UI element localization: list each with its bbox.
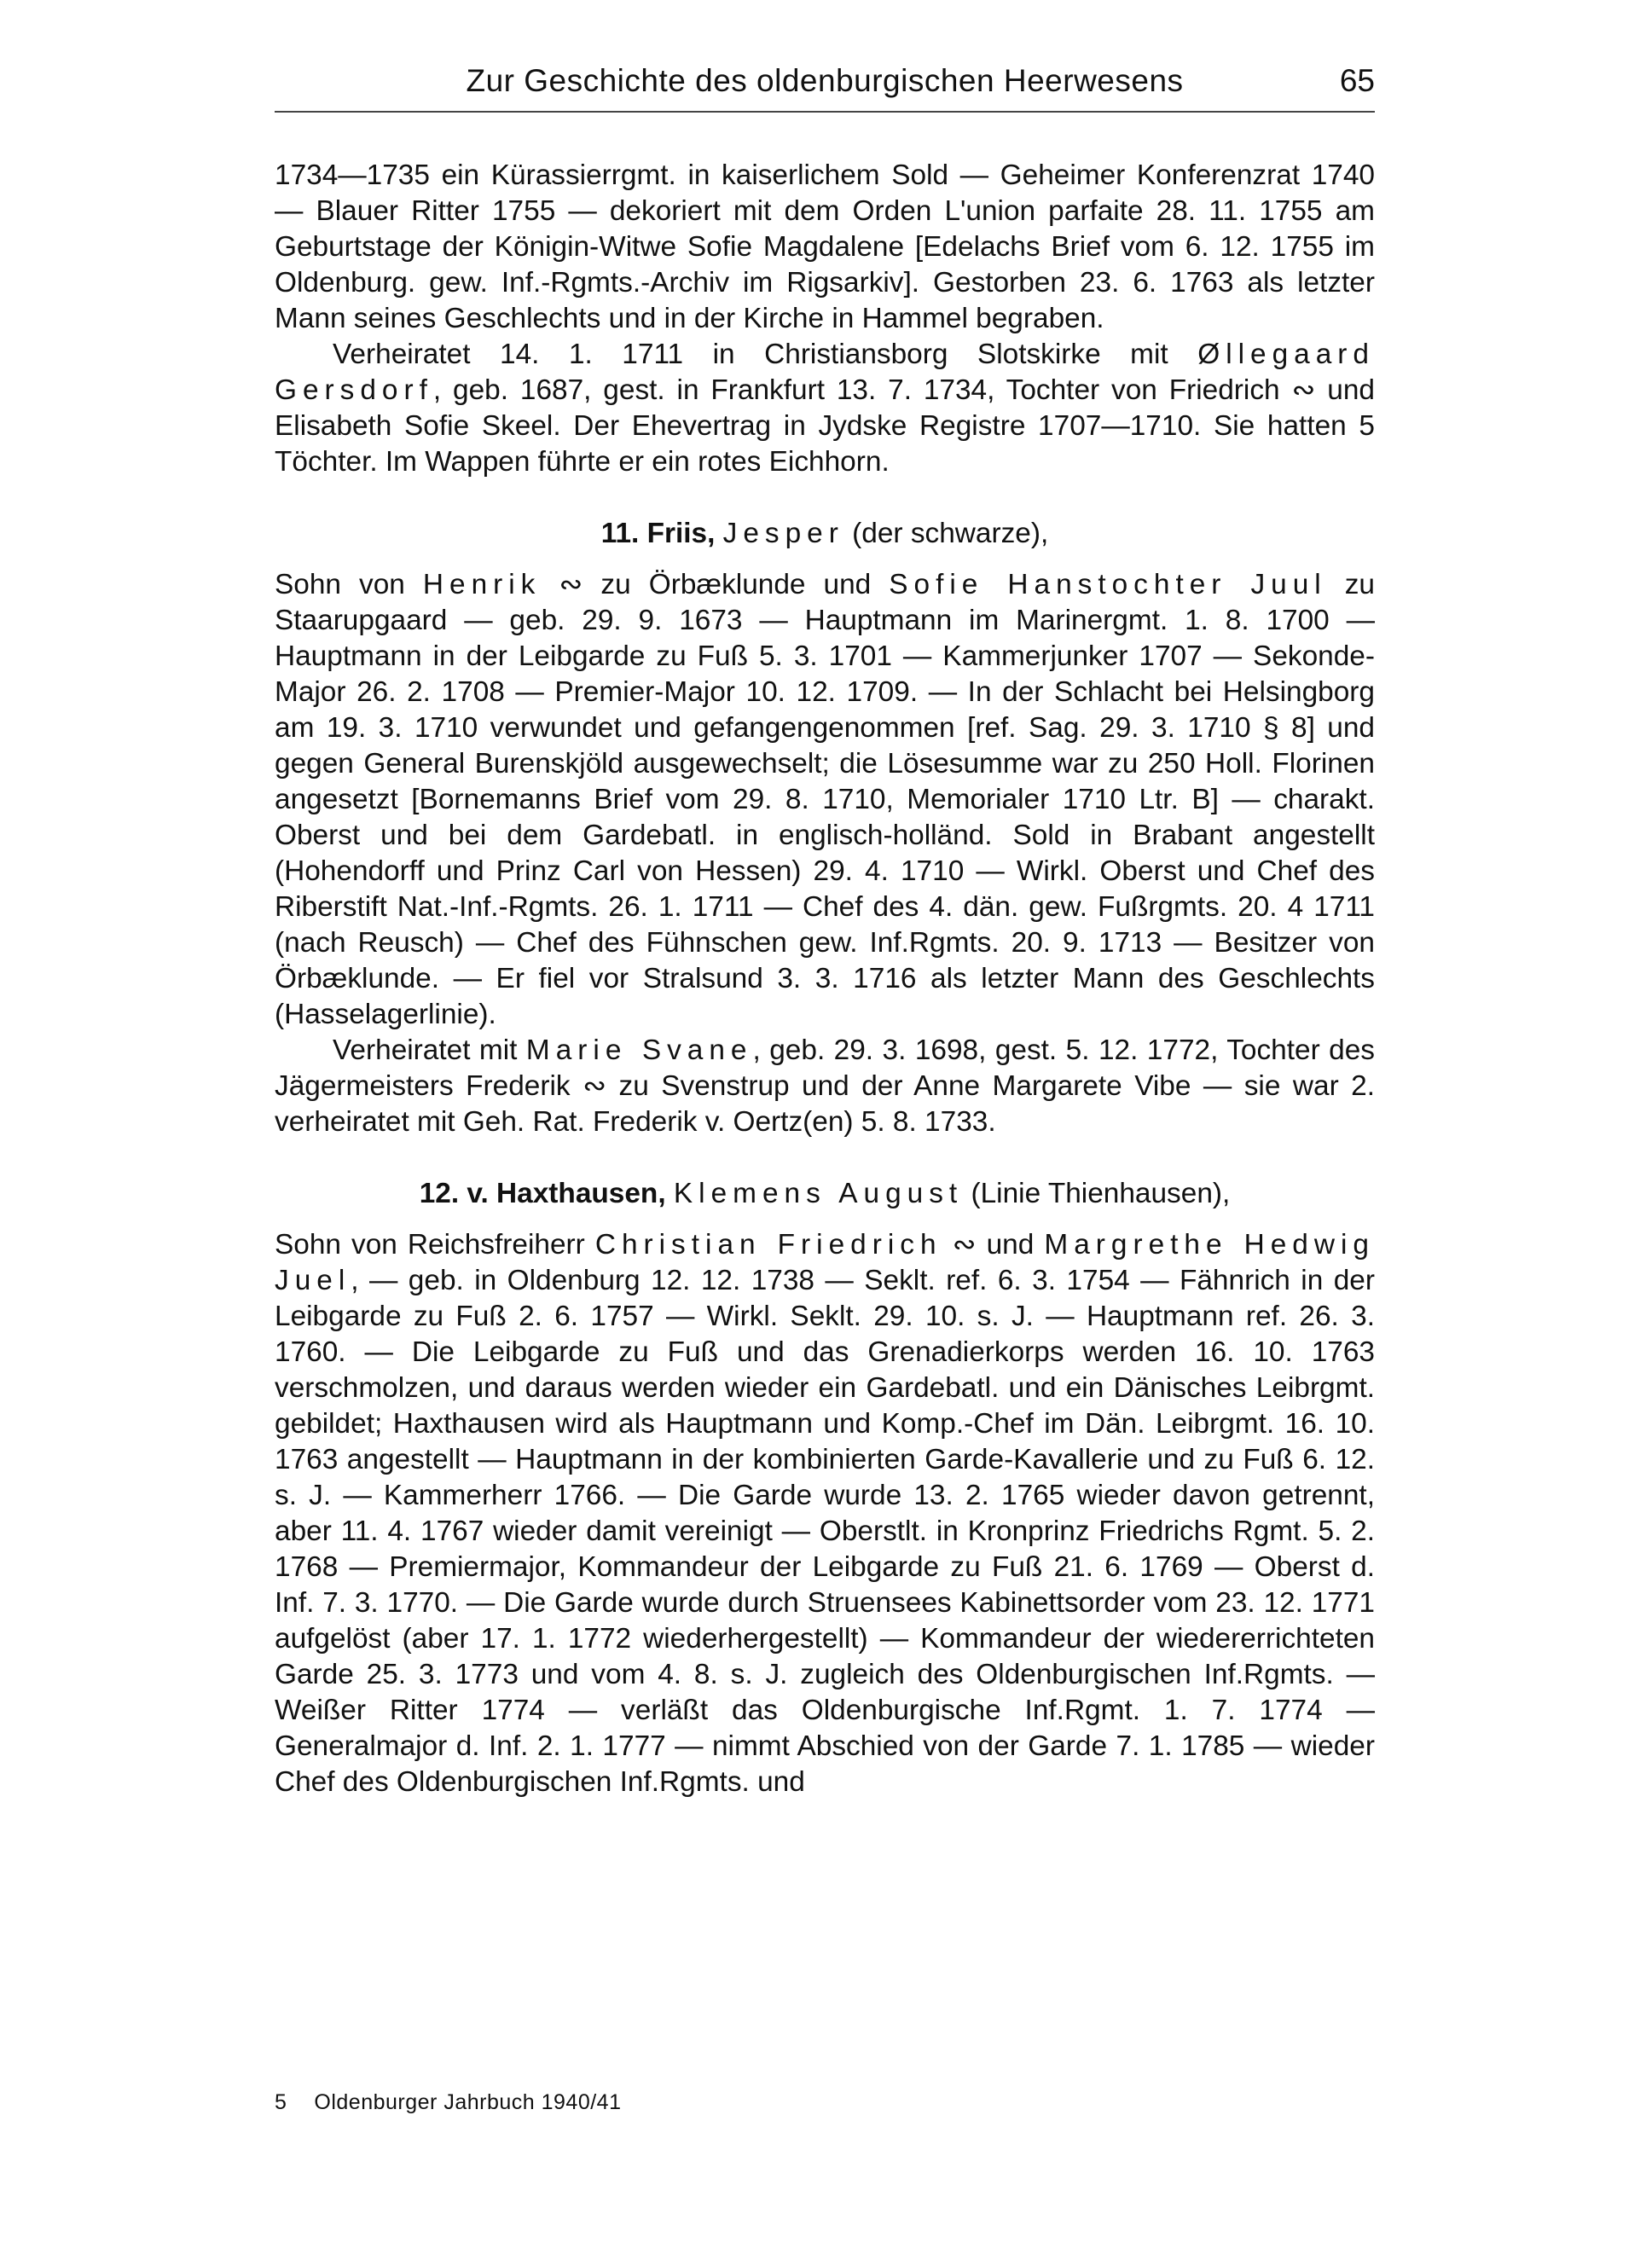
paragraph-entry11-bio (275, 567, 1375, 1033)
entry-given-name: Klemens August (673, 1178, 964, 1209)
entry-note: (der schwarze), (852, 518, 1049, 549)
paragraph-entry10-continued: 1734—1735 ein Kürassierrgmt. in kaiserlichem Sold — Geheimer Konferenzrat 1740 — Blauer Ritter 1755 — dekoriert mit dem Orden L'union parfaite 28. 11. 1755 am Geburtstage der Königin-Witwe Sofie Magdalene [Edelachs Brief vom 6. 12. 1755 im Oldenburg. gew. Inf.-Rgmts.-Archiv im Rigsarkiv]. Gestorben 23. 6. 1763 als letzter Mann seines Geschlechts und in der Kirche in Hammel begraben. (275, 159, 1375, 334)
father-name: Henrik (422, 569, 542, 600)
paragraph-entry10-marriage (275, 337, 1375, 480)
paragraph-entry11-marriage (275, 1033, 1375, 1140)
page-footer (275, 2090, 622, 2115)
page-number: 65 (1339, 63, 1375, 98)
father-name: Christian Friedrich (594, 1229, 942, 1260)
page-header (275, 63, 1375, 113)
text-segment: zu Staarupgaard — geb. 29. 9. 1673 — Hauptmann im Marinergmt. 1. 8. 1700 — Hauptmann in der Leibgarde zu Fuß 5. 3. 1701 — Kammerjunker 1707 — Sekonde-Major 26. 2. 1708 — Premier-Major 10. 12. 1709. — In der Schlacht bei Helsingborg am 19. 3. 1710 verwundet und gefangengenommen [ref. Sag. 29. 3. 1710 § 8] und gegen General Burenskjöld ausgewechselt; die Lösesumme war zu 250 Holl. Florinen angesetzt [Bornemanns Brief vom 29. 8. 1710, Memorialer 1710 Ltr. B] — charakt. Oberst und bei dem Gardebatl. in englisch-holländ. Sold in Brabant angestellt (Hohendorff und Prinz Carl von Hessen) 29. 4. 1710 — Wirkl. Oberst und Chef des Riberstift Nat.-Inf.-Rgmts. 26. 1. 1711 — Chef des 4. dän. gew. Fußrgmts. 20. 4 1711 (nach Reusch) — Chef des Fühnschen gew. Inf.Rgmts. 20. 9. 1713 — Besitzer von Örbæklunde. — Er fiel vor Stralsund 3. 3. 1716 als letzter Mann des Geschlechts (Hasselagerlinie). (275, 569, 1375, 1030)
running-title: Zur Geschichte des oldenburgischen Heerwesens (466, 63, 1184, 98)
entry-heading-12 (275, 1176, 1375, 1212)
text-segment: Verheiratet mit (333, 1034, 526, 1066)
entry-number: 11. (600, 518, 640, 549)
spouse-name: Marie Svane (525, 1034, 753, 1066)
entry-heading-11 (275, 516, 1375, 552)
text-segment: , geb. 29. 3. 1698, gest. 5. 12. 1772, Tochter des Jägermeisters Frederik ∾ zu Svenstrup und der Anne Margarete Vibe — sie war 2. verheiratet mit Geh. Rat. Frederik v. Oertz(en) 5. 8. 1733. (275, 1034, 1375, 1138)
page-body (275, 158, 1375, 1800)
text-segment: Verheiratet 14. 1. 1711 in Christiansborg Slotskirke mit (333, 339, 1198, 370)
text-segment: Sohn von Reichsfreiherr (275, 1229, 595, 1260)
text-segment: , — geb. in Oldenburg 12. 12. 1738 — Seklt. ref. 6. 3. 1754 — Fähnrich in der Leibgarde zu Fuß 2. 6. 1757 — Wirkl. Seklt. 29. 10. s. J. — Hauptmann ref. 26. 3. 1760. — Die Leibgarde zu Fuß und das Grenadierkorps werden 16. 10. 1763 verschmolzen, und daraus werden wieder ein Gardebatl. und ein Dänisches Leibrgmt. gebildet; Haxthausen wird als Hauptmann und Komp.-Chef im Dän. Leibrgmt. 16. 10. 1763 angestellt — Hauptmann in der kombinierten Garde-Kavallerie und zu Fuß 6. 12. s. J. — Kammerherr 1766. — Die Garde wurde 13. 2. 1765 wieder davon getrennt, aber 11. 4. 1767 wieder damit vereinigt — Oberstlt. in Kronprinz Friedrichs Rgmt. 5. 2. 1768 — Premiermajor, Kommandeur der Leibgarde zu Fuß 21. 6. 1769 — Oberst d. Inf. 7. 3. 1770. — Die Garde wurde durch Struensees Kabinettsorder vom 23. 12. 1771 aufgelöst (aber 17. 1. 1772 wiederhergestellt) — Kommandeur der wiedererrichteten Garde 25. 3. 1773 und vom 4. 8. s. J. zugleich des Oldenburgischen Inf.Rgmts. — Weißer Ritter 1774 — verläßt das Oldenburgische Inf.Rgmt. 1. 7. 1774 — Generalmajor d. Inf. 2. 1. 1777 — nimmt Abschied von der Garde 7. 1. 1785 — wieder Chef des Oldenburgischen Inf.Rgmts. und (275, 1265, 1375, 1798)
entry-surname: v. Haxthausen, (467, 1178, 666, 1209)
signature-mark: 5 (275, 2090, 287, 2114)
text-segment: ∾ und (942, 1229, 1045, 1260)
entry-number: 12. (419, 1178, 460, 1209)
text-segment: Sohn von (275, 569, 423, 600)
entry-surname: Friis, (646, 518, 716, 549)
mother-name: Sofie Hanstochter Juul (889, 569, 1327, 600)
journal-title: Oldenburger Jahrbuch 1940/41 (314, 2090, 622, 2114)
entry-note: (Linie Thienhausen), (971, 1178, 1231, 1209)
spouse-name: Øllegaard Gersdorf (275, 339, 1375, 406)
paragraph-entry12-bio (275, 1227, 1375, 1800)
entry-given-name: Jesper (722, 518, 844, 549)
text-segment: ∾ zu Örbæklunde und (541, 569, 890, 600)
mother-name: Margrethe Hedwig Juel (275, 1229, 1375, 1296)
text-segment: , geb. 1687, gest. in Frankfurt 13. 7. 1734, Tochter von Friedrich ∾ und Elisabeth Sofie Skeel. Der Ehevertrag in Jydske Registre 1707—1710. Sie hatten 5 Töchter. Im Wappen führte er ein rotes Eichhorn. (275, 374, 1375, 478)
